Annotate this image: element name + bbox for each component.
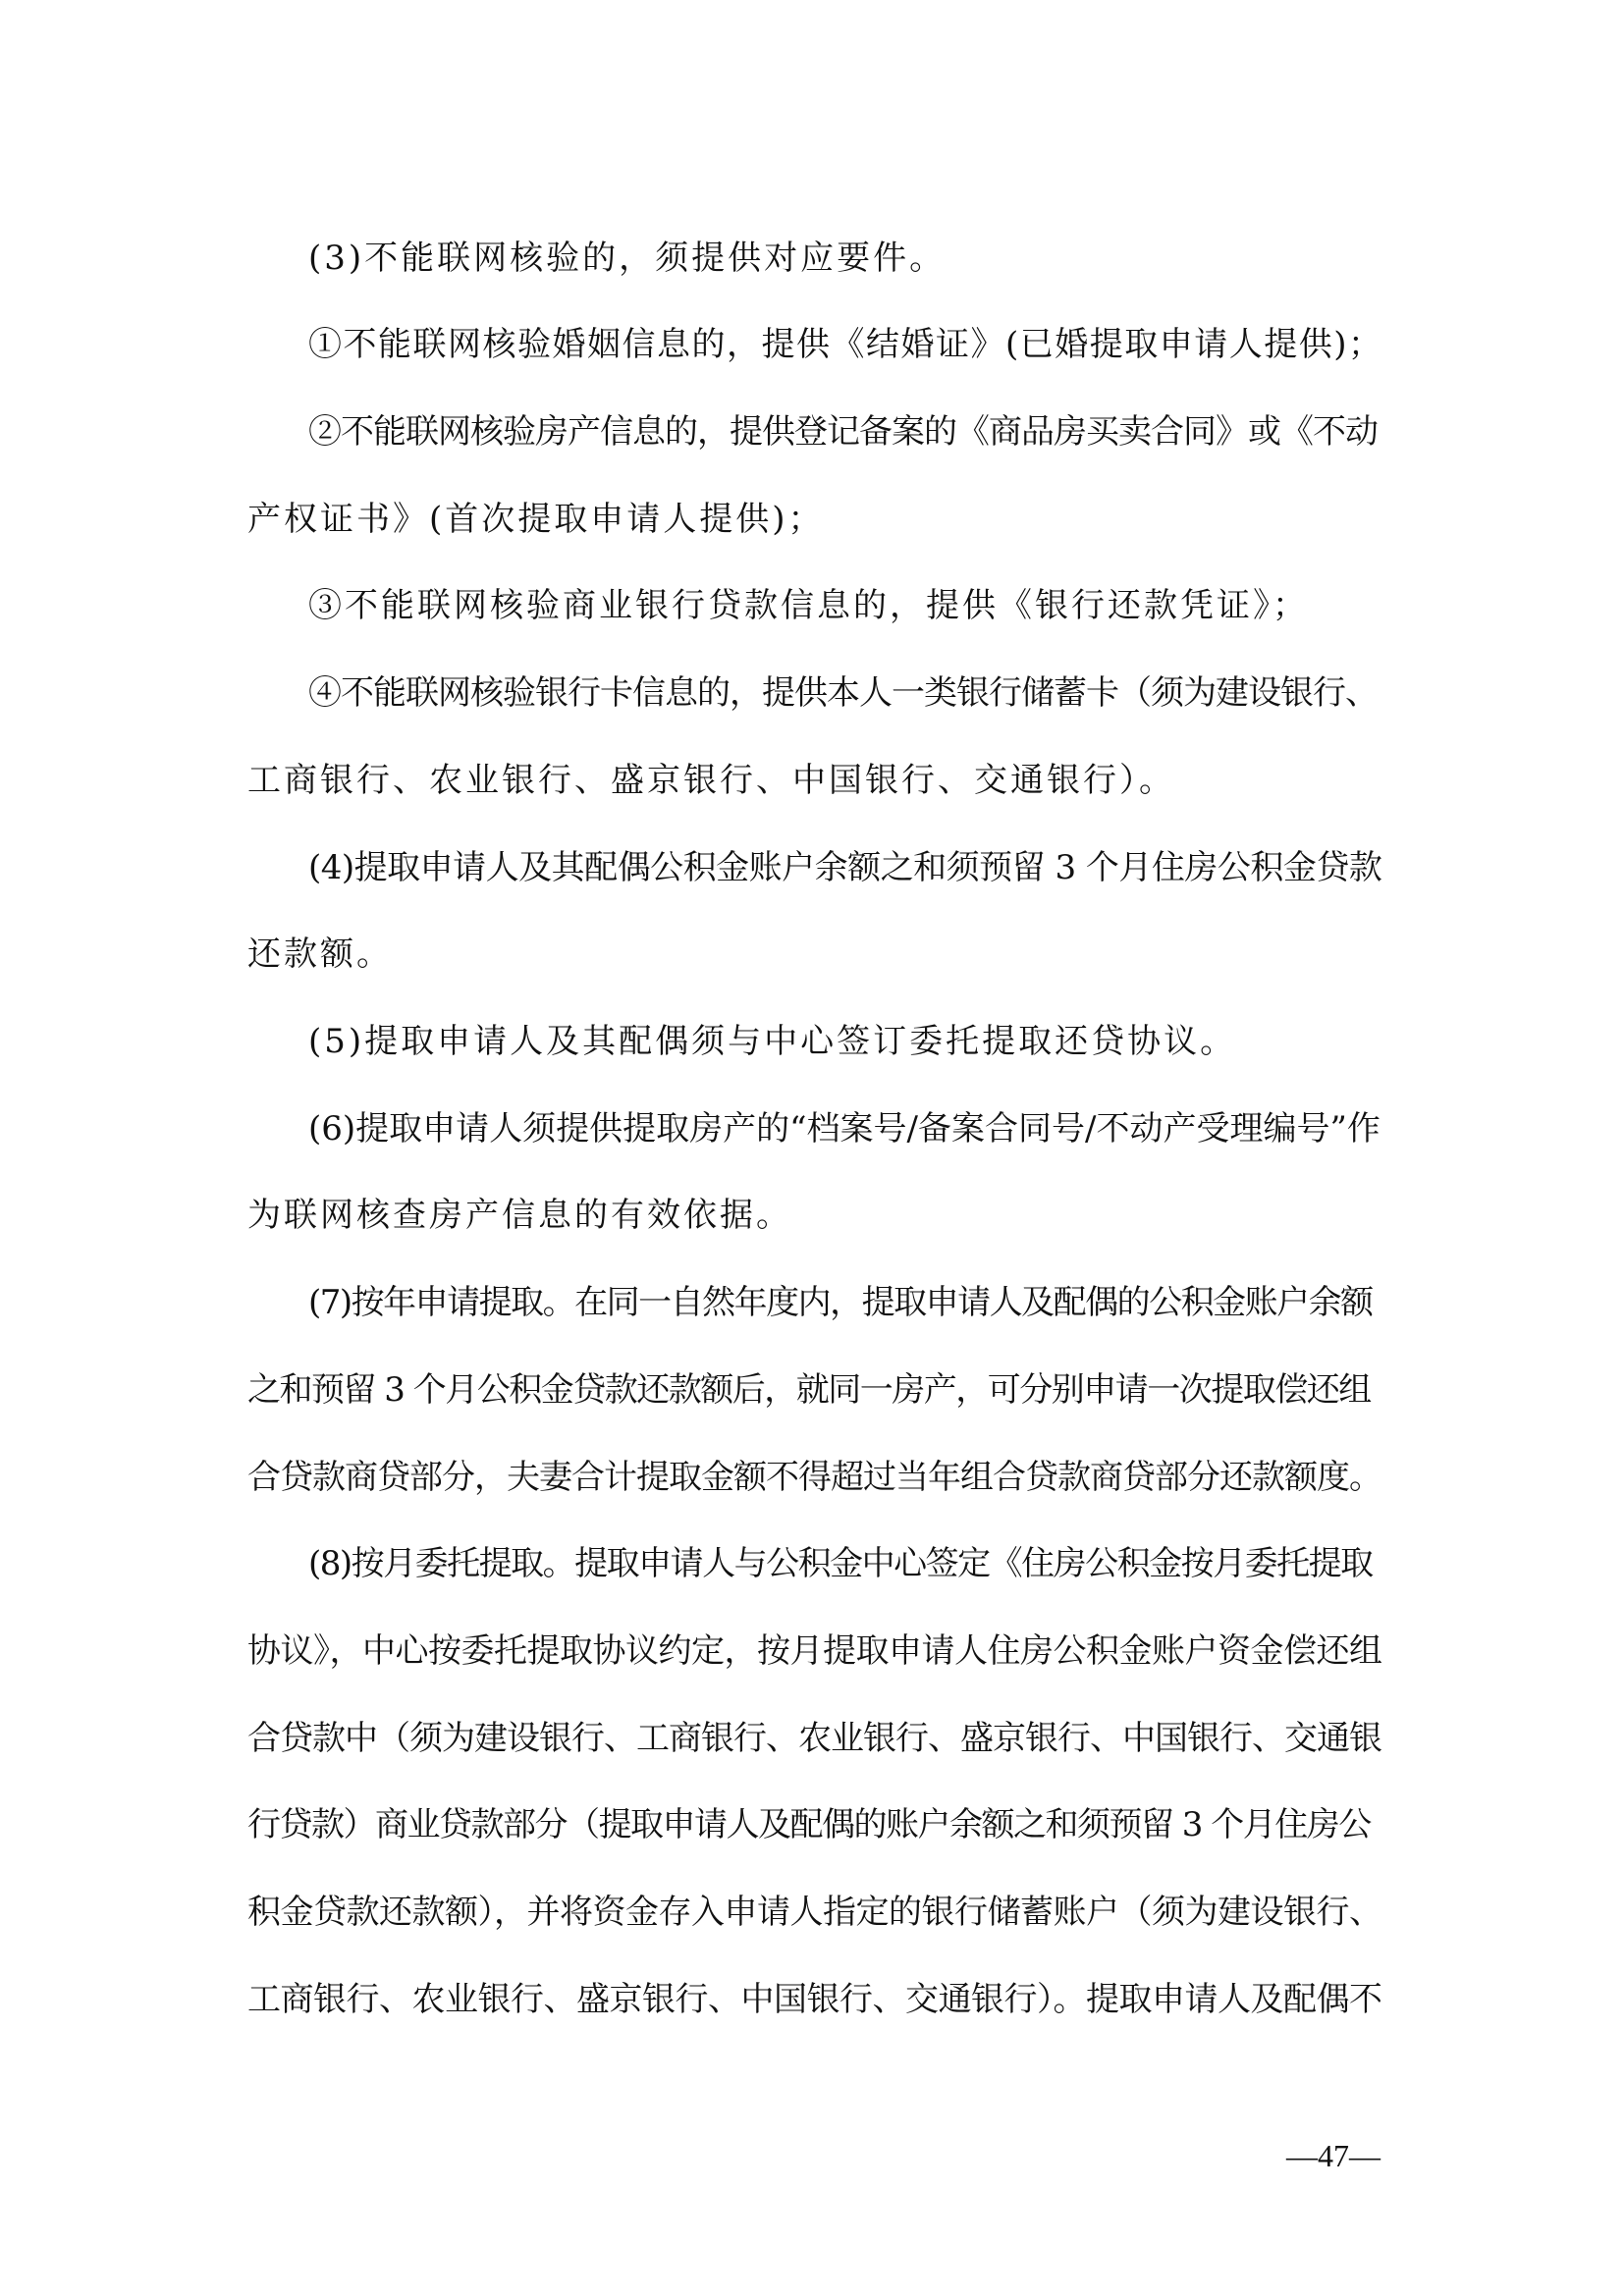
paragraph-line: (4)提取申请人及其配偶公积金账户余额之和须预留 3 个月住房公积金贷款 [308, 848, 1382, 887]
paragraph-line: (6)提取申请人须提供提取房产的“档案号/备案合同号/不动产受理编号”作 [308, 1109, 1380, 1148]
paragraph-line: (3)不能联网核验的，须提供对应要件。 [308, 239, 947, 278]
paragraph-line: ③不能联网核验商业银行贷款信息的，提供《银行还款凭证》； [308, 586, 1309, 625]
paragraph-line: 产权证书》(首次提取申请人提供)； [247, 500, 825, 539]
paragraph-line: (7)按年申请提取。在同一自然年度内，提取申请人及配偶的公积金账户余额 [308, 1283, 1373, 1322]
paragraph-line: 工商银行、农业银行、盛京银行、中国银行、交通银行）。 [247, 761, 1175, 800]
paragraph-line: 协议》，中心按委托提取协议约定，按月提取申请人住房公积金账户资金偿还组 [247, 1631, 1382, 1671]
paragraph-line: 合贷款中（须为建设银行、工商银行、农业银行、盛京银行、中国银行、交通银 [247, 1719, 1381, 1758]
paragraph-line: ②不能联网核验房产信息的，提供登记备案的《商品房买卖合同》或《不动 [308, 412, 1378, 452]
paragraph-line: ①不能联网核验婚姻信息的，提供《结婚证》(已婚提取申请人提供)； [308, 325, 1383, 364]
paragraph-line: ④不能联网核验银行卡信息的，提供本人一类银行储蓄卡（须为建设银行、 [308, 673, 1378, 713]
paragraph-line: (5)提取申请人及其配偶须与中心签订委托提取还贷协议。 [308, 1022, 1237, 1061]
paragraph-line: 积金贷款还款额），并将资金存入申请人指定的银行储蓄账户（须为建设银行、 [247, 1893, 1382, 1932]
paragraph-line: 行贷款）商业贷款部分（提取申请人及配偶的账户余额之和须预留 3 个月住房公 [247, 1805, 1371, 1844]
paragraph-line: (8)按月委托提取。提取申请人与公积金中心签定《住房公积金按月委托提取 [308, 1544, 1373, 1583]
paragraph-line: 还款额。 [247, 934, 393, 974]
paragraph-line: 工商银行、农业银行、盛京银行、中国银行、交通银行）。提取申请人及配偶不 [247, 1980, 1382, 2019]
paragraph-line: 为联网核查房产信息的有效依据。 [247, 1196, 792, 1235]
paragraph-line: 之和预留 3 个月公积金贷款还款额后，就同一房产，可分别申请一次提取偿还组 [247, 1370, 1371, 1410]
page-number: —47— [1286, 2138, 1380, 2173]
paragraph-line: 合贷款商贷部分，夫妻合计提取金额不得超过当年组合贷款商贷部分还款额度。 [247, 1458, 1381, 1497]
